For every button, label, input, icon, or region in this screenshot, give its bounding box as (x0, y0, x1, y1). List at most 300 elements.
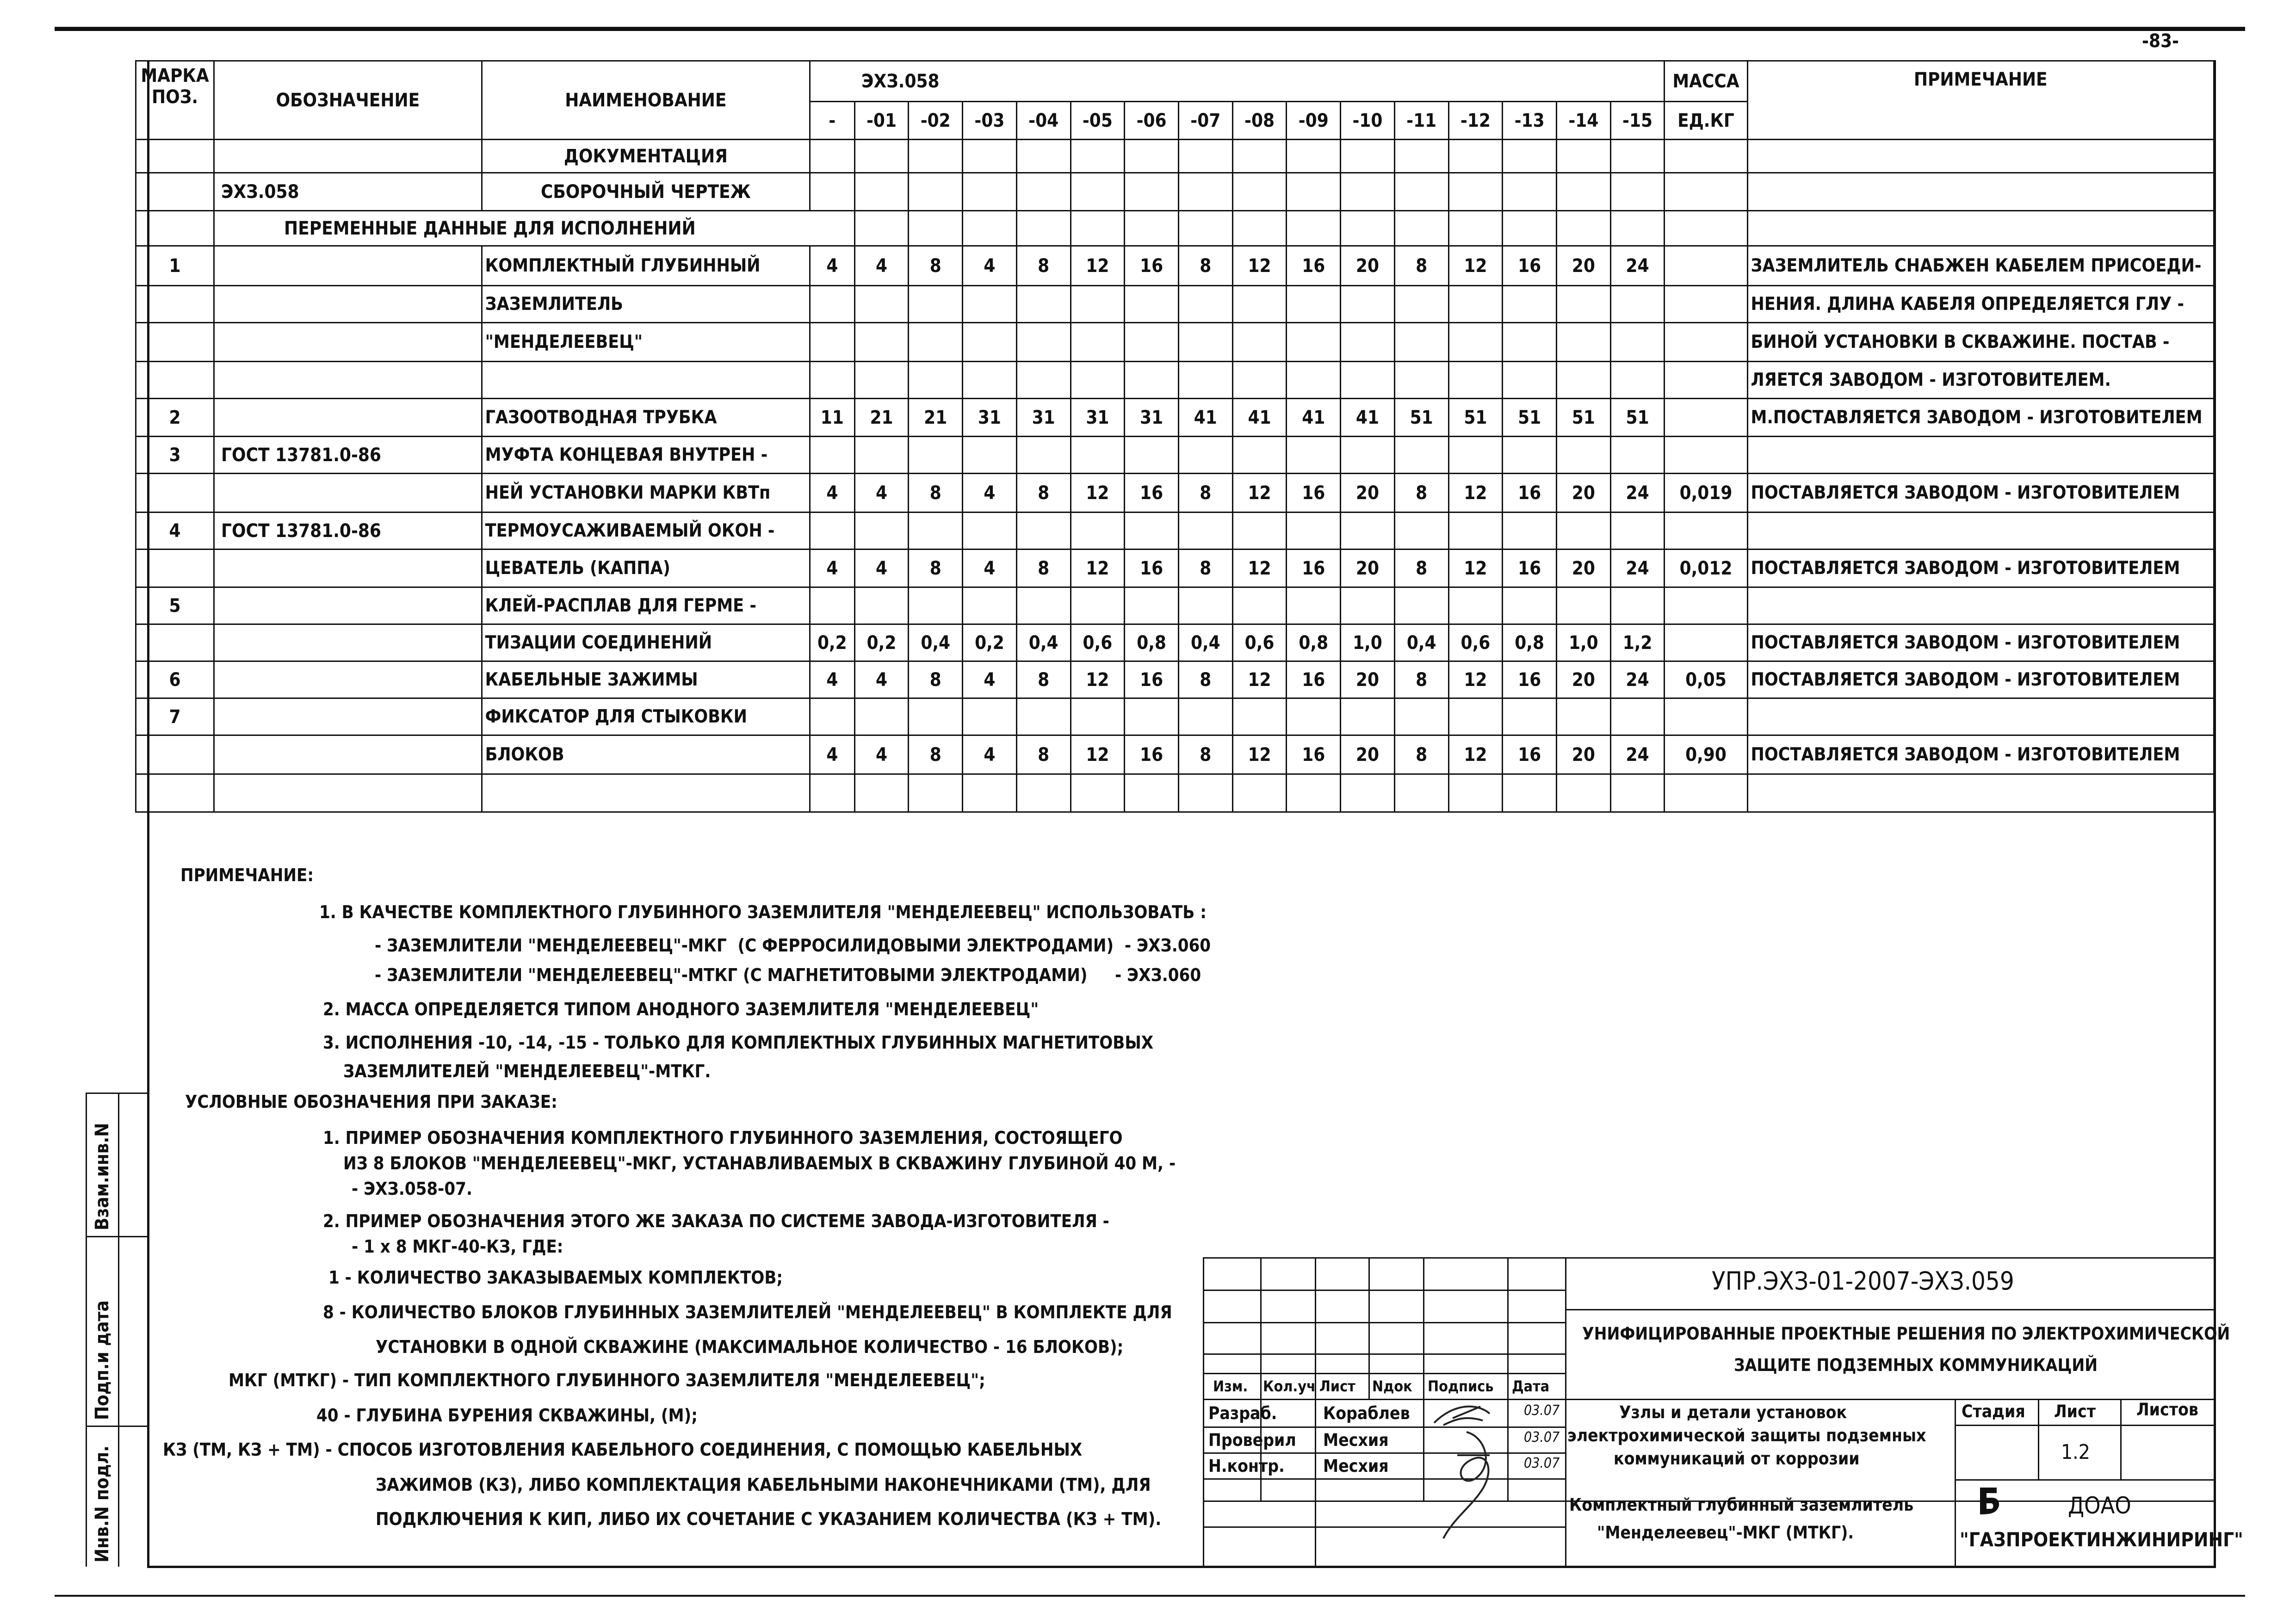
quantity-cell: 12 (1232, 735, 1287, 774)
header-naimenovanie: НАИМЕНОВАНИЕ (482, 61, 810, 140)
quantity-cell: 24 (1610, 246, 1665, 286)
quantity-cell (1341, 437, 1395, 474)
razrab-name: Кораблев (1323, 1403, 1410, 1423)
order-heading: УСЛОВНЫЕ ОБОЗНАЧЕНИЯ ПРИ ЗАКАЗЕ: (185, 1092, 557, 1112)
col-podpis: Подпись (1428, 1377, 1494, 1395)
quantity-cell: 1,0 (1341, 624, 1395, 661)
quantity-cell (1232, 286, 1287, 323)
header-oboznachenie: ОБОЗНАЧЕНИЕ (214, 61, 482, 140)
quantity-cell (1016, 437, 1071, 474)
quantity-cell (1448, 211, 1503, 246)
quantity-cell (1071, 286, 1125, 323)
quantity-cell: 0,8 (1125, 624, 1179, 661)
header-primechanie: ПРИМЕЧАНИЕ (1747, 61, 2214, 140)
quantity-cell (1071, 323, 1125, 362)
quantity-cell: 41 (1341, 399, 1395, 437)
quantity-cell: 20 (1341, 661, 1395, 698)
quantity-cell (1503, 211, 1557, 246)
quantity-cell (963, 437, 1017, 474)
quantity-cell (1448, 513, 1503, 550)
tb-line (1203, 1452, 1565, 1454)
note-cell (1747, 211, 2214, 246)
quantity-cell: 20 (1556, 550, 1610, 587)
quantity-cell: 16 (1287, 550, 1341, 587)
tb-line (1368, 1257, 1370, 1399)
quantity-cell (1232, 698, 1287, 735)
quantity-cell (1125, 173, 1179, 211)
col-data: Дата (1512, 1377, 1550, 1395)
mass-cell (1665, 399, 1747, 437)
quantity-cell (1232, 362, 1287, 399)
side-podp: Подп.и дата (92, 1300, 113, 1420)
quantity-cell (1232, 140, 1287, 173)
desc-2b: УСТАНОВКИ В ОДНОЙ СКВАЖИНЕ (МАКСИМАЛЬНОЕ КОЛИЧЕСТВО - 16 БЛОКОВ); (376, 1337, 1124, 1357)
quantity-cell (1448, 323, 1503, 362)
table-row (136, 513, 2214, 550)
table-row (136, 173, 2214, 211)
quantity-cell (1394, 211, 1448, 246)
order-2b: - 1 х 8 МКГ-40-КЗ, ГДЕ: (352, 1236, 563, 1257)
header-marka: МАРКА ПОЗ. (136, 61, 214, 140)
mass-cell (1665, 211, 1747, 246)
quantity-cell: 4 (810, 550, 855, 587)
quantity-cell (1071, 587, 1125, 624)
nkontr-label: Н.контр. (1208, 1456, 1285, 1476)
name-cell (482, 774, 810, 812)
note-cell (1747, 587, 2214, 624)
designation-cell (214, 474, 482, 513)
project-line-2: ЗАЩИТЕ ПОДЗЕМНЫХ КОММУНИКАЦИЙ (1734, 1355, 2098, 1375)
quantity-cell: 20 (1556, 661, 1610, 698)
quantity-cell: 8 (1016, 735, 1071, 774)
position-cell: 2 (136, 399, 214, 437)
quantity-cell: 20 (1341, 246, 1395, 286)
table-row (136, 437, 2214, 474)
quantity-cell (1287, 774, 1341, 812)
quantity-cell: 16 (1503, 661, 1557, 698)
quantity-cell: 12 (1232, 661, 1287, 698)
quantity-cell (1178, 211, 1232, 246)
quantity-cell: 24 (1610, 735, 1665, 774)
quantity-cell (1287, 437, 1341, 474)
quantity-cell (1016, 173, 1071, 211)
quantity-cell: 12 (1448, 735, 1503, 774)
quantity-cell (854, 362, 909, 399)
quantity-cell (1448, 437, 1503, 474)
quantity-cell: 12 (1071, 735, 1125, 774)
quantity-cell (909, 211, 963, 246)
quantity-cell (1341, 774, 1395, 812)
quantity-cell (1610, 587, 1665, 624)
listov-label: Листов (2136, 1400, 2198, 1420)
quantity-cell: 31 (1125, 399, 1179, 437)
quantity-cell (1178, 362, 1232, 399)
quantity-cell (909, 362, 963, 399)
mass-cell (1665, 437, 1747, 474)
quantity-cell: 12 (1232, 550, 1287, 587)
header-unit: ЕД.КГ (1665, 102, 1747, 140)
quantity-cell (810, 211, 855, 246)
quantity-cell (854, 140, 909, 173)
quantity-cell: 16 (1287, 735, 1341, 774)
quantity-cell: 4 (810, 661, 855, 698)
mass-cell (1665, 587, 1747, 624)
quantity-cell (963, 173, 1017, 211)
note-3: 3. ИСПОЛНЕНИЯ -10, -14, -15 - ТОЛЬКО ДЛЯ КОМПЛЕКТНЫХ ГЛУБИННЫХ МАГНЕТИТОВЫХ (323, 1032, 1154, 1053)
note-cell: ЗАЗЕМЛИТЕЛЬ СНАБЖЕН КАБЕЛЕМ ПРИСОЕДИ- (1747, 246, 2214, 286)
name-cell: СБОРОЧНЫЙ ЧЕРТЕЖ (482, 173, 810, 211)
quantity-cell (1016, 587, 1071, 624)
list-label: Лист (2054, 1402, 2096, 1421)
quantity-cell: 8 (909, 246, 963, 286)
quantity-cell: 12 (1448, 661, 1503, 698)
quantity-cell (1071, 173, 1125, 211)
quantity-cell: 0,4 (1394, 624, 1448, 661)
quantity-cell: 51 (1448, 399, 1503, 437)
document-code: УПР.ЭХЗ-01-2007-ЭХЗ.059 (1712, 1266, 2014, 1296)
position-cell (136, 362, 214, 399)
table-row (136, 474, 2214, 513)
quantity-cell: 16 (1503, 550, 1557, 587)
designation-cell (214, 399, 482, 437)
quantity-cell: 12 (1071, 474, 1125, 513)
note-cell: НЕНИЯ. ДЛИНА КАБЕЛЯ ОПРЕДЕЛЯЕТСЯ ГЛУ - (1747, 286, 2214, 323)
quantity-cell (909, 140, 963, 173)
position-cell: 5 (136, 587, 214, 624)
nkontr-name: Месхия (1323, 1456, 1389, 1476)
position-cell (136, 286, 214, 323)
variant-header: -02 (909, 102, 963, 140)
quantity-cell (1448, 698, 1503, 735)
quantity-cell (1016, 698, 1071, 735)
tb-line (1203, 1373, 1565, 1374)
quantity-cell: 16 (1125, 735, 1179, 774)
quantity-cell: 16 (1503, 735, 1557, 774)
quantity-cell (1125, 140, 1179, 173)
quantity-cell: 41 (1232, 399, 1287, 437)
quantity-cell (1394, 437, 1448, 474)
tb-line (1565, 1257, 1566, 1567)
quantity-cell (963, 362, 1017, 399)
quantity-cell: 4 (963, 246, 1017, 286)
quantity-cell: 20 (1556, 735, 1610, 774)
quantity-cell: 51 (1556, 399, 1610, 437)
quantity-cell (854, 587, 909, 624)
order-1: 1. ПРИМЕР ОБОЗНАЧЕНИЯ КОМПЛЕКТНОГО ГЛУБИННОГО ЗАЗЕМЛЕНИЯ, СОСТОЯЩЕГО (323, 1128, 1123, 1148)
quantity-cell (810, 587, 855, 624)
quantity-cell (810, 140, 855, 173)
quantity-cell (1071, 437, 1125, 474)
quantity-cell: 31 (1071, 399, 1125, 437)
quantity-cell: 51 (1610, 399, 1665, 437)
quantity-cell: 51 (1503, 399, 1557, 437)
quantity-cell (1394, 140, 1448, 173)
note-1a: - ЗАЗЕМЛИТЕЛИ "МЕНДЕЛЕЕВЕЦ"-МКГ (С ФЕРРОСИЛИДОВЫМИ ЭЛЕКТРОДАМИ) - ЭХЗ.060 (375, 935, 1211, 956)
spec-table (135, 60, 2215, 813)
quantity-cell: 4 (854, 550, 909, 587)
quantity-cell (1503, 362, 1557, 399)
quantity-cell: 16 (1287, 246, 1341, 286)
quantity-cell: 8 (909, 474, 963, 513)
quantity-cell (1503, 286, 1557, 323)
quantity-cell (1232, 323, 1287, 362)
quantity-cell: 16 (1125, 246, 1179, 286)
quantity-cell: 0,6 (1232, 624, 1287, 661)
table-row (136, 698, 2214, 735)
quantity-cell: 4 (963, 550, 1017, 587)
quantity-cell: 1,2 (1610, 624, 1665, 661)
mass-cell: 0,90 (1665, 735, 1747, 774)
note-cell (1747, 698, 2214, 735)
table-row (136, 774, 2214, 812)
page-top-line (55, 27, 2245, 31)
desc-1: 1 - КОЛИЧЕСТВО ЗАКАЗЫВАЕМЫХ КОМПЛЕКТОВ; (328, 1267, 783, 1288)
quantity-cell: 8 (1016, 550, 1071, 587)
quantity-cell: 0,4 (1178, 624, 1232, 661)
quantity-cell (1016, 140, 1071, 173)
quantity-cell: 16 (1503, 246, 1557, 286)
prover-label: Проверил (1208, 1430, 1296, 1450)
notes-heading: ПРИМЕЧАНИЕ: (180, 865, 314, 885)
quantity-cell: 12 (1448, 550, 1503, 587)
quantity-cell (1503, 513, 1557, 550)
quantity-cell (1232, 774, 1287, 812)
quantity-cell (1556, 437, 1610, 474)
quantity-cell: 12 (1232, 474, 1287, 513)
mass-cell: 0,012 (1665, 550, 1747, 587)
quantity-cell (810, 437, 855, 474)
quantity-cell (1610, 513, 1665, 550)
designation-cell (214, 587, 482, 624)
tb-line (1507, 1257, 1509, 1501)
tb-line (1203, 1426, 1565, 1428)
quantity-cell (1341, 362, 1395, 399)
position-cell (136, 550, 214, 587)
mass-cell (1665, 173, 1747, 211)
note-2: 2. МАССА ОПРЕДЕЛЯЕТСЯ ТИПОМ АНОДНОГО ЗАЗЕМЛИТЕЛЯ "МЕНДЕЛЕЕВЕЦ" (323, 999, 1039, 1019)
subject-line-1: Узлы и детали установок (1619, 1402, 1847, 1422)
quantity-cell: 20 (1556, 474, 1610, 513)
quantity-cell (1071, 513, 1125, 550)
quantity-cell: 0,2 (963, 624, 1017, 661)
quantity-cell: 16 (1125, 474, 1179, 513)
note-cell (1747, 774, 2214, 812)
quantity-cell (854, 286, 909, 323)
side-vzam: Взам.инв.N (92, 1123, 113, 1230)
frame-bottom-line (147, 1566, 2216, 1568)
quantity-cell: 0,4 (909, 624, 963, 661)
table-row (136, 624, 2214, 661)
page-number: -83- (2142, 31, 2179, 52)
variant-header: -06 (1125, 102, 1179, 140)
variant-header: -13 (1503, 102, 1557, 140)
quantity-cell (909, 774, 963, 812)
signature-image (1425, 1400, 1506, 1552)
quantity-cell (1610, 140, 1665, 173)
side-line (86, 1093, 87, 1567)
quantity-cell (1178, 140, 1232, 173)
quantity-cell (1178, 587, 1232, 624)
page-bottom-line (55, 1595, 2245, 1597)
quantity-cell (1610, 211, 1665, 246)
quantity-cell (1287, 587, 1341, 624)
note-cell: БИНОЙ УСТАНОВКИ В СКВАЖИНЕ. ПОСТАВ - (1747, 323, 2214, 362)
quantity-cell (1016, 513, 1071, 550)
quantity-cell (963, 774, 1017, 812)
variant-header: -11 (1394, 102, 1448, 140)
quantity-cell (1341, 173, 1395, 211)
designation-cell: ГОСТ 13781.0-86 (214, 437, 482, 474)
desc-3: МКГ (МТКГ) - ТИП КОМПЛЕКТНОГО ГЛУБИННОГО ЗАЗЕМЛИТЕЛЯ "МЕНДЕЛЕЕВЕЦ"; (229, 1370, 985, 1390)
quantity-cell: 20 (1341, 550, 1395, 587)
table-row (136, 550, 2214, 587)
variant-header: -09 (1287, 102, 1341, 140)
logo-shape (1980, 1488, 1999, 1514)
header-massa: МАССА (1665, 61, 1747, 102)
quantity-cell (854, 513, 909, 550)
note-cell (1747, 140, 2214, 173)
quantity-cell: 16 (1125, 661, 1179, 698)
quantity-cell (854, 437, 909, 474)
quantity-cell (909, 286, 963, 323)
name-cell: НЕЙ УСТАНОВКИ МАРКИ КВТп (482, 474, 810, 513)
quantity-cell (1610, 698, 1665, 735)
quantity-cell (909, 513, 963, 550)
quantity-cell (1178, 323, 1232, 362)
quantity-cell (1287, 286, 1341, 323)
table-row (136, 399, 2214, 437)
quantity-cell: 31 (963, 399, 1017, 437)
quantity-cell: 8 (1016, 246, 1071, 286)
quantity-cell (1125, 286, 1179, 323)
position-cell: 3 (136, 437, 214, 474)
quantity-cell (810, 323, 855, 362)
quantity-cell (1556, 173, 1610, 211)
variant-header: -08 (1232, 102, 1287, 140)
side-inv: Инв.N подл. (92, 1445, 113, 1562)
quantity-cell: 8 (1016, 661, 1071, 698)
quantity-cell (1556, 286, 1610, 323)
quantity-cell: 8 (1178, 735, 1232, 774)
name-cell: КЛЕЙ-РАСПЛАВ ДЛЯ ГЕРМЕ - (482, 587, 810, 624)
tb-line (1423, 1257, 1424, 1501)
quantity-cell (909, 587, 963, 624)
quantity-cell: 4 (963, 661, 1017, 698)
quantity-cell: 21 (909, 399, 963, 437)
variant-header: -14 (1556, 102, 1610, 140)
designation-cell (214, 774, 482, 812)
quantity-cell (1394, 362, 1448, 399)
quantity-cell (1503, 437, 1557, 474)
quantity-cell: 12 (1232, 246, 1287, 286)
table-row (136, 587, 2214, 624)
desc-5c: ПОДКЛЮЧЕНИЯ К КИП, ЛИБО ИХ СОЧЕТАНИЕ С УКАЗАНИЕМ КОЛИЧЕСТВА (КЗ + ТМ). (376, 1509, 1162, 1529)
quantity-cell: 0,4 (1016, 624, 1071, 661)
quantity-cell (1125, 362, 1179, 399)
quantity-cell (1341, 323, 1395, 362)
quantity-cell (1610, 362, 1665, 399)
quantity-cell (1448, 774, 1503, 812)
quantity-cell (1287, 513, 1341, 550)
quantity-cell (1016, 323, 1071, 362)
name-cell: КОМПЛЕКТНЫЙ ГЛУБИННЫЙ (482, 246, 810, 286)
quantity-cell: 8 (1394, 550, 1448, 587)
position-cell (136, 173, 214, 211)
quantity-cell (1071, 211, 1125, 246)
quantity-cell: 20 (1341, 474, 1395, 513)
name-cell: ЗАЗЕМЛИТЕЛЬ (482, 286, 810, 323)
quantity-cell: 12 (1071, 246, 1125, 286)
designation-cell (214, 550, 482, 587)
quantity-cell: 12 (1071, 661, 1125, 698)
quantity-cell (854, 173, 909, 211)
quantity-cell (1394, 286, 1448, 323)
note-1: 1. В КАЧЕСТВЕ КОМПЛЕКТНОГО ГЛУБИННОГО ЗАЗЕМЛИТЕЛЯ "МЕНДЕЛЕЕВЕЦ" ИСПОЛЬЗОВАТЬ : (319, 902, 1207, 922)
mass-cell (1665, 624, 1747, 661)
quantity-cell (1394, 173, 1448, 211)
variant-header: -10 (1341, 102, 1395, 140)
name-cell: ЦЕВАТЕЛЬ (КАППА) (482, 550, 810, 587)
order-1c: - ЭХЗ.058-07. (352, 1179, 472, 1199)
quantity-cell: 4 (963, 735, 1017, 774)
name-cell: ФИКСАТОР ДЛЯ СТЫКОВКИ (482, 698, 810, 735)
company-logo (1976, 1485, 2002, 1517)
col-izm: Изм. (1213, 1377, 1248, 1395)
quantity-cell: 8 (1016, 474, 1071, 513)
quantity-cell (963, 286, 1017, 323)
quantity-cell: 0,6 (1448, 624, 1503, 661)
table-row (136, 362, 2214, 399)
quantity-cell: 12 (1448, 474, 1503, 513)
quantity-cell: 4 (810, 474, 855, 513)
variant-header: -07 (1178, 102, 1232, 140)
quantity-cell: 4 (810, 246, 855, 286)
quantity-cell: 0,8 (1503, 624, 1557, 661)
tb-line (1203, 1353, 1565, 1355)
name-cell (482, 362, 810, 399)
quantity-cell: 8 (1394, 246, 1448, 286)
quantity-cell: 20 (1341, 735, 1395, 774)
note-cell: ПОСТАВЛЯЕТСЯ ЗАВОДОМ - ИЗГОТОВИТЕЛЕМ (1747, 735, 2214, 774)
position-cell (136, 474, 214, 513)
quantity-cell (1071, 362, 1125, 399)
quantity-cell (1232, 513, 1287, 550)
sheet-title-1: Комплектный глубинный заземлитель (1569, 1495, 1914, 1515)
quantity-cell (1125, 587, 1179, 624)
quantity-cell (810, 362, 855, 399)
quantity-cell: 0,2 (854, 624, 909, 661)
quantity-cell: 8 (1394, 735, 1448, 774)
quantity-cell: 4 (854, 246, 909, 286)
table-row (136, 661, 2214, 698)
quantity-cell: 8 (1178, 550, 1232, 587)
quantity-cell (1394, 587, 1448, 624)
quantity-cell (1016, 774, 1071, 812)
variant-header: -01 (854, 102, 909, 140)
quantity-cell (1125, 513, 1179, 550)
table-row (136, 735, 2214, 774)
quantity-cell (810, 173, 855, 211)
quantity-cell (854, 323, 909, 362)
designation-cell (214, 140, 482, 173)
prover-name: Месхия (1323, 1430, 1389, 1450)
name-cell: МУФТА КОНЦЕВАЯ ВНУТРЕН - (482, 437, 810, 474)
tb-line (2120, 1399, 2122, 1479)
quantity-cell (1448, 173, 1503, 211)
table-row (136, 323, 2214, 362)
quantity-cell (1071, 698, 1125, 735)
variant-header: -05 (1071, 102, 1125, 140)
